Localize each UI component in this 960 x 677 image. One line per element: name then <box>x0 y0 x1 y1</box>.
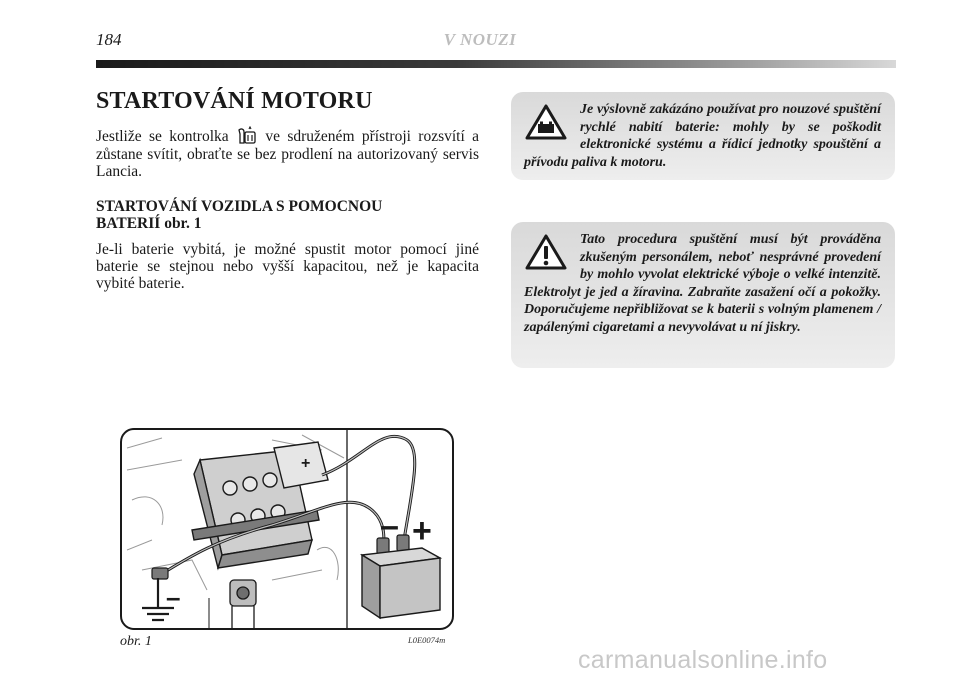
ground-minus-label: – <box>166 582 181 612</box>
jump-start-illustration <box>122 430 452 628</box>
engine-preheat-indicator-icon <box>236 126 258 146</box>
body-paragraph: Je-li baterie vybitá, je možné spustit motor pomocí jiné baterie se stejnou nebo vyšší kapacitou, než je kapacita vybité baterie. <box>96 241 479 292</box>
intro-text-before: Jestliže se kontrolka <box>96 128 229 145</box>
subheading-line2: BATERIÍ obr. 1 <box>96 215 202 232</box>
page-title: STARTOVÁNÍ MOTORU <box>96 88 373 114</box>
warning-triangle-icon <box>524 233 568 271</box>
intro-text-after: ve sdruženém přístroji rozsvítí a zůstane svítit, obraťte se bez prodlení na autorizovaný servis Lancia. <box>96 128 480 180</box>
subheading <box>96 198 479 232</box>
warning-text-fast-charge: Je výslovně zakázáno používat pro nouzové spuštění rychlé nabití baterie: mohly by se poškodit elektronické systému a řídicí jednotky spouštění a přívodu paliva k motoru. <box>524 102 881 170</box>
warning-box-fast-charge <box>511 92 895 180</box>
figure-jump-start <box>120 428 454 630</box>
main-column <box>96 88 479 292</box>
page-number: 184 <box>96 30 122 49</box>
battery-warning-icon <box>524 103 568 141</box>
ground-point <box>230 580 256 628</box>
header-rule <box>96 60 896 68</box>
auxiliary-battery <box>362 548 440 618</box>
aux-plus-label: + <box>412 512 432 550</box>
intro-paragraph <box>96 126 479 180</box>
subheading-line1: STARTOVÁNÍ VOZIDLA S POMOCNOU <box>96 198 383 215</box>
warning-box-safety <box>511 222 895 368</box>
vehicle-plus-label: + <box>301 455 311 472</box>
section-title: V NOUZI <box>443 30 517 49</box>
warning-text-safety: Tato procedura spuštění musí být prováděna zkušeným personálem, neboť nesprávné provedení by mohlo vyvolat elektrické výboje o velké intenzitě. Elektrolyt je jed a žíravina. Zabraňte zasažení očí a pokožky. Doporučujeme nepřibližovat se k baterii s volným plamenem / zapálenými cigaretami a nevyvolávat u ní jiskry. <box>524 232 881 335</box>
watermark: carmanualsonline.info <box>578 646 828 674</box>
figure-caption: obr. 1 <box>120 634 152 649</box>
aux-minus-label: – <box>380 507 399 545</box>
figure-code: L0E0074m <box>408 635 446 645</box>
